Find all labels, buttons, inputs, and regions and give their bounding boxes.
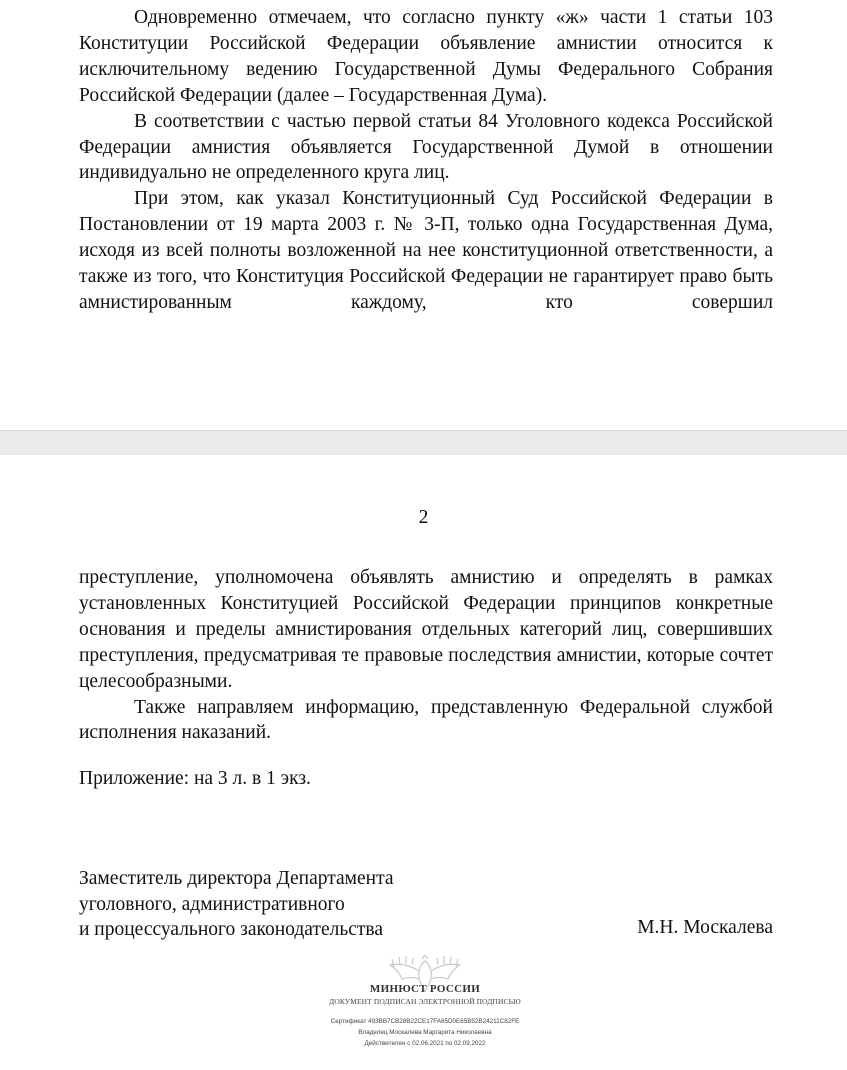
stamp-title: МИНЮСТ РОССИИ <box>369 983 481 995</box>
page-1-body <box>79 5 773 316</box>
stamp-owner: Владелец Москалева Маргарита Николаевна <box>358 1029 492 1036</box>
signer-title <box>79 866 394 943</box>
stamp-certificate: Сертификат 493BB7CB28B22CE17FA65D0E65B52B24211C82FE <box>330 1018 520 1025</box>
paragraph-constitutional-court: При этом, как указал Конституционный Суд Российской Федерации в Постановлении от 19 марта 2003 г. № 3-П, только одна Государственная Дума, исходя из всей полноты возложенной на нее конституционной ответственности, а также из того, что Конституция Российской Федерации не гарантирует право быть амнистированным каждому, кто совершил <box>79 188 773 313</box>
signer-title-line: уголовного, административного <box>79 893 345 915</box>
signer-name: М.Н. Москалева <box>637 917 773 938</box>
page-separator <box>0 430 847 456</box>
paragraph-continuation: преступление, уполномочена объявлять амнистию и определять в рамках установленных Конституцией Российской Федерации принципов конкретные основания и пределы амнистирования отдельных категорий лиц, совершивших преступления, предусматривая те правовые последствия амнистии, которые сочтет целесообразными. <box>79 567 773 692</box>
stamp-subtitle: ДОКУМЕНТ ПОДПИСАН ЭЛЕКТРОННОЙ ПОДПИСЬЮ <box>329 997 521 1006</box>
paragraph-criminal-code: В соответствии с частью первой статьи 84 Уголовного кодекса Российской Федерации амнистия объявляется Государственной Думой в отношении индивидуально не определенного круга лиц. <box>79 110 773 184</box>
signer-title-line: и процессуального законодательства <box>79 919 384 940</box>
electronic-signature-stamp <box>300 955 550 1065</box>
stamp-validity: Действителен с 02.06.2021 по 02.09.2022 <box>364 1040 486 1047</box>
page-number: 2 <box>418 507 429 528</box>
paragraph-fsin-info: Также направляем информацию, представленную Федеральной службой исполнения наказаний. <box>79 696 773 744</box>
document-page-1 <box>0 0 847 430</box>
page-2-body <box>79 565 773 746</box>
paragraph-amnesty-constitution: Одновременно отмечаем, что согласно пункту «ж» части 1 статьи 103 Конституции Российской Федерации объявление амнистии относится к исключительному ведению Государственной Думы Федерального Собрания Российской Федерации (далее – Государственная Дума). <box>79 7 773 106</box>
signer-title-line: Заместитель директора Департамента <box>79 868 394 889</box>
attachment-note: Приложение: на 3 л. в 1 экз. <box>79 768 311 789</box>
